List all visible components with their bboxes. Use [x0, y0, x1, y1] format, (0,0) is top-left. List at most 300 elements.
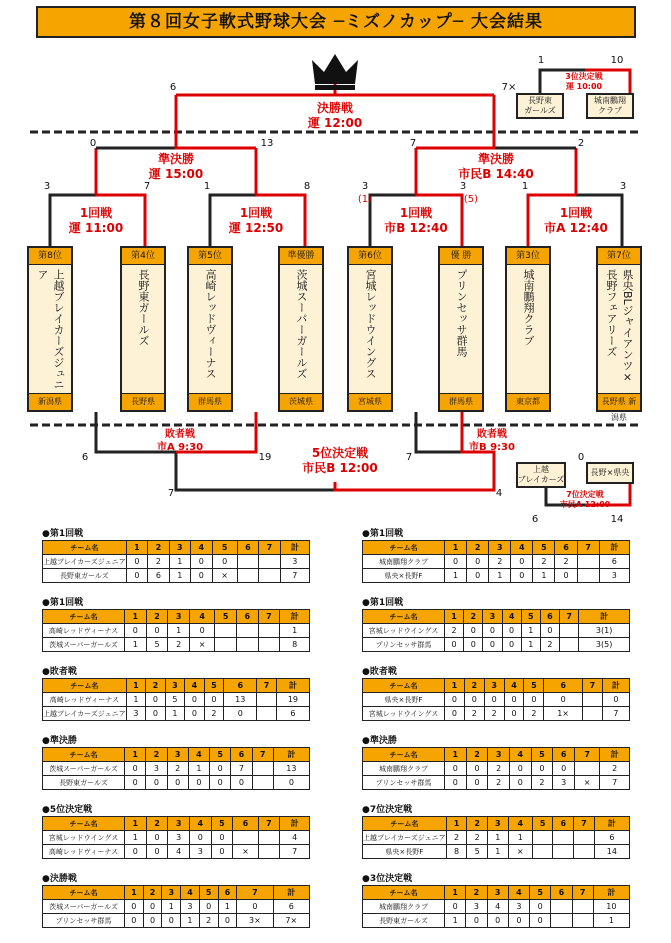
col-header: 3 [162, 886, 181, 900]
table-cell: 7 [280, 845, 310, 859]
table-cell: 0 [467, 555, 489, 569]
table-cell: 宮城レッドウイングス [43, 831, 125, 845]
col-header: 7 [574, 748, 599, 762]
table-cell: 0 [125, 900, 144, 914]
col-header: 2 [143, 886, 162, 900]
game-title: ●準決勝 [362, 736, 397, 746]
table-row [43, 693, 310, 707]
col-header: 1 [125, 610, 147, 624]
table-cell: × [189, 638, 214, 652]
table-cell: × [508, 845, 532, 859]
team-box [27, 246, 73, 412]
table-cell: 7 [280, 569, 309, 583]
table-cell: 2 [464, 707, 484, 721]
table-cell: 城南鵬翔クラブ [363, 762, 445, 776]
table-cell: 0 [466, 914, 487, 928]
table-cell: × [233, 845, 258, 859]
seventh-team-a: 上越 ブレイカーズ [516, 462, 566, 488]
table-cell: 13 [273, 762, 309, 776]
team-name: 長野東ガールズ [137, 269, 150, 346]
table-cell: プリンセッサ群馬 [363, 776, 445, 790]
table-cell: 0 [218, 914, 237, 928]
score: 4 [495, 488, 503, 499]
table-cell: 茨城スーパーガールズ [43, 900, 125, 914]
score-table [42, 666, 310, 721]
col-header: 4 [189, 817, 211, 831]
team-box [278, 246, 324, 412]
table-cell [257, 693, 277, 707]
table-cell: 1 [126, 693, 146, 707]
table-cell [258, 624, 280, 638]
col-header: 7 [560, 610, 579, 624]
table-cell: 高崎レッドヴィーナス [43, 845, 125, 859]
col-header: チーム名 [43, 679, 127, 693]
table-cell: 1 [188, 762, 209, 776]
table-cell: 1 [445, 569, 467, 583]
crown-icon [310, 52, 360, 92]
table-cell: 19 [276, 693, 309, 707]
table-cell: 0 [602, 693, 629, 707]
col-header: 1 [446, 817, 467, 831]
col-header: 4 [508, 817, 532, 831]
table-cell: 0 [143, 900, 162, 914]
table-cell: 2 [445, 624, 464, 638]
table-cell: 1 [445, 914, 466, 928]
table-cell: 8 [280, 638, 310, 652]
col-header: 6 [553, 817, 574, 831]
table-row [43, 555, 310, 569]
game-title: ●3位決定戦 [362, 874, 413, 884]
score: 8 [303, 181, 311, 192]
col-header: 計 [273, 748, 309, 762]
col-header: 5 [533, 541, 555, 555]
table-cell [551, 914, 572, 928]
game-title: ●敗者戦 [42, 667, 77, 677]
table-row [43, 845, 310, 859]
table-cell [577, 555, 599, 569]
table-row [363, 707, 630, 721]
table-cell: 0 [126, 555, 147, 569]
table-cell: 2 [600, 762, 630, 776]
table-cell: 1 [169, 569, 190, 583]
col-header: チーム名 [363, 886, 445, 900]
table-cell: 0 [189, 831, 211, 845]
team-box [596, 246, 642, 422]
table-cell: 0 [204, 693, 224, 707]
table-cell: 2 [555, 555, 577, 569]
table-cell: 5 [467, 845, 488, 859]
col-header: チーム名 [363, 610, 445, 624]
col-header: 3 [168, 610, 190, 624]
col-header: 2 [466, 886, 487, 900]
team-name: 城南鵬翔クラブ [522, 269, 535, 346]
table-cell: 0 [445, 762, 467, 776]
score-table [42, 873, 310, 928]
table-cell: 宮城レッドウイングス [363, 707, 445, 721]
table-row [363, 845, 630, 859]
col-header: 5 [530, 886, 551, 900]
team-name: 上越ブレイカーズジュニア [36, 269, 65, 390]
table-cell: 上越ブレイカーズジュニア [43, 555, 127, 569]
col-header: 6 [237, 541, 258, 555]
score-pk: (1) [357, 194, 373, 205]
table-row [363, 638, 630, 652]
table-cell [233, 831, 258, 845]
col-header: 7 [577, 541, 599, 555]
col-header: 1 [125, 817, 147, 831]
score: 7 [409, 138, 417, 149]
table-cell: 0 [509, 762, 531, 776]
col-header: 2 [467, 541, 489, 555]
table-cell [532, 845, 553, 859]
table-row [363, 914, 630, 928]
team-name: 高崎レッドヴィーナス [204, 269, 217, 379]
col-header: チーム名 [363, 679, 445, 693]
semi2-label: 準決勝 市民B 14:40 [458, 152, 534, 181]
col-header: 6 [233, 817, 258, 831]
table-cell: 0 [544, 693, 583, 707]
table-cell: 0 [237, 900, 273, 914]
col-header: 4 [191, 541, 212, 555]
table-cell: 0 [511, 569, 533, 583]
table-cell [259, 569, 280, 583]
table-cell: 上越ブレイカーズジュニア [43, 707, 127, 721]
team-name: 宮城レッドウイングス [364, 269, 377, 379]
table-row [363, 624, 630, 638]
col-header: 3 [165, 679, 185, 693]
col-header: 7 [574, 817, 595, 831]
table-row [43, 900, 310, 914]
r1a-label: 1回戦 運 11:00 [68, 206, 124, 235]
table-cell: 0 [483, 638, 502, 652]
col-header: 5 [210, 748, 231, 762]
table-cell: 0 [212, 555, 237, 569]
table-cell: 3 [466, 900, 487, 914]
table-cell: 県央×長野F [363, 693, 445, 707]
table-cell [236, 624, 258, 638]
score-table [362, 804, 630, 859]
table-cell: 0 [211, 831, 233, 845]
table-cell [532, 831, 553, 845]
table-row [363, 831, 630, 845]
table-cell: 2 [199, 914, 218, 928]
score: 3 [459, 181, 467, 192]
table-cell: 5 [146, 638, 168, 652]
score: 3 [619, 181, 627, 192]
table-cell [236, 638, 258, 652]
table-cell: 0 [126, 569, 147, 583]
table-cell: 長野東ガールズ [43, 569, 127, 583]
game-title: ●5位決定戦 [42, 805, 93, 815]
table-cell: 0 [143, 914, 162, 928]
table-cell: 1 [125, 831, 147, 845]
loser1-label: 敗者戦 市A 9:30 [156, 429, 204, 453]
third-team-b: 城南鵬翔 クラブ [586, 93, 634, 119]
table-row [363, 762, 630, 776]
table-cell: 0 [125, 845, 147, 859]
col-header: チーム名 [43, 886, 125, 900]
table-cell: 7× [273, 914, 309, 928]
col-header: 6 [540, 610, 559, 624]
table-cell: 1 [169, 555, 190, 569]
table-row [363, 555, 630, 569]
score-table [42, 735, 310, 790]
col-header: 1 [445, 886, 466, 900]
table-cell: 城南鵬翔クラブ [363, 900, 445, 914]
col-header: 6 [553, 748, 575, 762]
table-row [363, 900, 630, 914]
table-cell: 2 [204, 707, 224, 721]
table-cell: 3(1) [579, 624, 630, 638]
score: 14 [610, 514, 624, 525]
table-cell: 0 [231, 776, 252, 790]
table-cell: 0 [125, 776, 146, 790]
table-cell: 3 [280, 555, 309, 569]
team-box [187, 246, 233, 412]
table-cell: 2 [148, 555, 169, 569]
col-header: 6 [218, 886, 237, 900]
table-cell: 0 [445, 555, 467, 569]
table-row [43, 707, 310, 721]
table-cell: 6 [594, 831, 629, 845]
table-cell: 1 [508, 831, 532, 845]
table-cell: 3 [126, 707, 146, 721]
table-cell: 0 [502, 624, 521, 638]
col-header: 5 [521, 610, 540, 624]
score: 10 [610, 55, 624, 66]
table-cell: 1 [489, 569, 511, 583]
table-cell [553, 831, 574, 845]
table-cell [572, 900, 593, 914]
score-table [362, 528, 630, 583]
col-header: チーム名 [43, 817, 125, 831]
table-cell: 0 [224, 707, 257, 721]
table-row [363, 569, 630, 583]
team-rank: 第3位 [507, 248, 549, 265]
table-cell: 0 [445, 900, 466, 914]
col-header: 1 [445, 679, 465, 693]
table-cell: 13 [224, 693, 257, 707]
col-header: 4 [189, 610, 214, 624]
table-cell: 0 [445, 693, 465, 707]
score: 7 [143, 181, 151, 192]
r1c-label: 1回戦 市B 12:40 [384, 206, 448, 235]
table-cell: 0 [210, 776, 231, 790]
col-header: 7 [582, 679, 602, 693]
score-table [42, 804, 310, 859]
table-cell: 4 [168, 845, 190, 859]
table-cell: 1 [487, 845, 508, 859]
col-header: 1 [445, 748, 467, 762]
table-row [43, 762, 310, 776]
col-header: 2 [467, 817, 488, 831]
score: 1 [203, 181, 211, 192]
table-cell: 0 [125, 762, 146, 776]
score: 6 [531, 514, 539, 525]
table-cell [574, 831, 595, 845]
table-row [43, 569, 310, 583]
game-title: ●準決勝 [42, 736, 77, 746]
col-header: 計 [594, 817, 629, 831]
team-prefecture: 長野県 新潟県 [598, 393, 640, 410]
table-cell: × [574, 776, 599, 790]
team-rank: 第5位 [189, 248, 231, 265]
col-header: 計 [280, 610, 310, 624]
table-cell: 0 [466, 762, 488, 776]
table-cell: 6 [148, 569, 169, 583]
table-cell [252, 762, 273, 776]
team-box [347, 246, 393, 412]
score: 19 [258, 452, 272, 463]
page-title: 第８回女子軟式野球大会 ─ミズノカップ─ 大会結果 [36, 6, 636, 38]
score: 7× [501, 82, 517, 93]
score: 7 [167, 488, 175, 499]
table-cell: 1× [544, 707, 583, 721]
table-cell: 7 [602, 707, 629, 721]
col-header: 2 [464, 610, 483, 624]
table-cell: 0 [445, 638, 464, 652]
team-prefecture: 群馬県 [189, 393, 231, 410]
table-cell: 0 [540, 624, 559, 638]
table-cell [560, 638, 579, 652]
col-header: 4 [185, 679, 205, 693]
table-cell: 3 [599, 569, 629, 583]
table-cell: 2 [484, 707, 504, 721]
table-cell: 3 [181, 900, 200, 914]
table-cell: 2 [533, 555, 555, 569]
score: 2 [577, 138, 585, 149]
table-cell [258, 638, 280, 652]
table-cell: 1 [168, 624, 190, 638]
table-cell [257, 707, 277, 721]
table-cell: 0 [146, 693, 166, 707]
col-header: 計 [280, 541, 309, 555]
score: 13 [260, 138, 274, 149]
col-header: 2 [146, 748, 167, 762]
score: 6 [81, 452, 89, 463]
score: 3 [361, 181, 369, 192]
table-cell: 0 [530, 900, 551, 914]
game-title: ●第1回戦 [42, 598, 84, 608]
table-cell: プリンセッサ群馬 [43, 914, 125, 928]
table-cell: 0 [466, 776, 488, 790]
table-cell: 2 [524, 707, 544, 721]
table-cell: 高崎レッドヴィーナス [43, 624, 125, 638]
table-cell: 0 [146, 624, 168, 638]
table-cell: 2 [467, 831, 488, 845]
table-cell: 0 [185, 693, 205, 707]
col-header: 2 [464, 679, 484, 693]
score: 3 [43, 181, 51, 192]
score: 1 [537, 55, 545, 66]
table-cell: 0 [508, 914, 529, 928]
table-cell: 0 [483, 624, 502, 638]
col-header: 計 [602, 679, 629, 693]
table-cell [560, 624, 579, 638]
table-cell [574, 762, 599, 776]
score-table [362, 666, 630, 721]
col-header: チーム名 [363, 817, 447, 831]
score-table [42, 528, 310, 583]
score: 7 [405, 452, 413, 463]
team-rank: 準優勝 [280, 248, 322, 265]
col-header: 5 [212, 541, 237, 555]
table-cell: 1 [521, 638, 540, 652]
table-cell: 1 [218, 900, 237, 914]
team-rank: 優 勝 [440, 248, 482, 265]
team-name: 茨城スーパーガールズ [295, 269, 308, 379]
table-cell: 県央×長野F [363, 569, 445, 583]
table-cell: 0 [467, 569, 489, 583]
table-cell: 0 [146, 707, 166, 721]
table-cell: 6 [273, 900, 309, 914]
col-header: 5 [204, 679, 224, 693]
team-prefecture: 東京都 [507, 393, 549, 410]
table-cell: 4 [487, 900, 508, 914]
col-header: 6 [544, 679, 583, 693]
col-header: 計 [280, 817, 310, 831]
table-cell: 0 [146, 776, 167, 790]
table-cell: 1 [162, 900, 181, 914]
col-header: 4 [188, 748, 209, 762]
table-cell: 1 [593, 914, 629, 928]
team-name: 県央BLジャイアンツ×長野フェアリーズ [605, 269, 634, 384]
r1b-label: 1回戦 運 12:50 [228, 206, 284, 235]
team-rank: 第7位 [598, 248, 640, 265]
table-cell: 1 [165, 707, 185, 721]
col-header: 7 [258, 817, 280, 831]
table-cell: 0 [185, 707, 205, 721]
table-cell [577, 569, 599, 583]
table-cell: 1 [280, 624, 310, 638]
table-cell: 5 [165, 693, 185, 707]
table-cell: 0 [502, 638, 521, 652]
col-header: 計 [579, 610, 630, 624]
semi1-label: 準決勝 運 15:00 [148, 152, 204, 181]
col-header: 6 [224, 679, 257, 693]
col-header: 5 [199, 886, 218, 900]
third-team-a: 長野東 ガールズ [516, 93, 564, 119]
game-title: ●7位決定戦 [362, 805, 413, 815]
table-cell: 0 [464, 693, 484, 707]
table-row [43, 638, 310, 652]
score: 0 [89, 138, 97, 149]
table-cell: 2 [488, 762, 510, 776]
table-cell: 3 [146, 762, 167, 776]
table-cell: プリンセッサ群馬 [363, 638, 445, 652]
table-cell: 上越ブレイカーズジュニア [363, 831, 447, 845]
table-cell [258, 831, 280, 845]
col-header: 計 [273, 886, 309, 900]
table-cell: 0 [167, 776, 188, 790]
table-cell [553, 845, 574, 859]
table-cell: 10 [593, 900, 629, 914]
table-cell: 2 [167, 762, 188, 776]
col-header: 3 [168, 817, 190, 831]
col-header: 2 [146, 679, 166, 693]
team-box [438, 246, 484, 412]
score-table [362, 735, 630, 790]
table-cell: 1 [487, 831, 508, 845]
col-header: 7 [252, 748, 273, 762]
col-header: 6 [236, 610, 258, 624]
table-cell: 0 [146, 831, 168, 845]
table-cell: 0 [445, 776, 467, 790]
col-header: 3 [484, 679, 504, 693]
score-table [362, 597, 630, 652]
col-header: 3 [483, 610, 502, 624]
table-cell: 0 [531, 762, 553, 776]
